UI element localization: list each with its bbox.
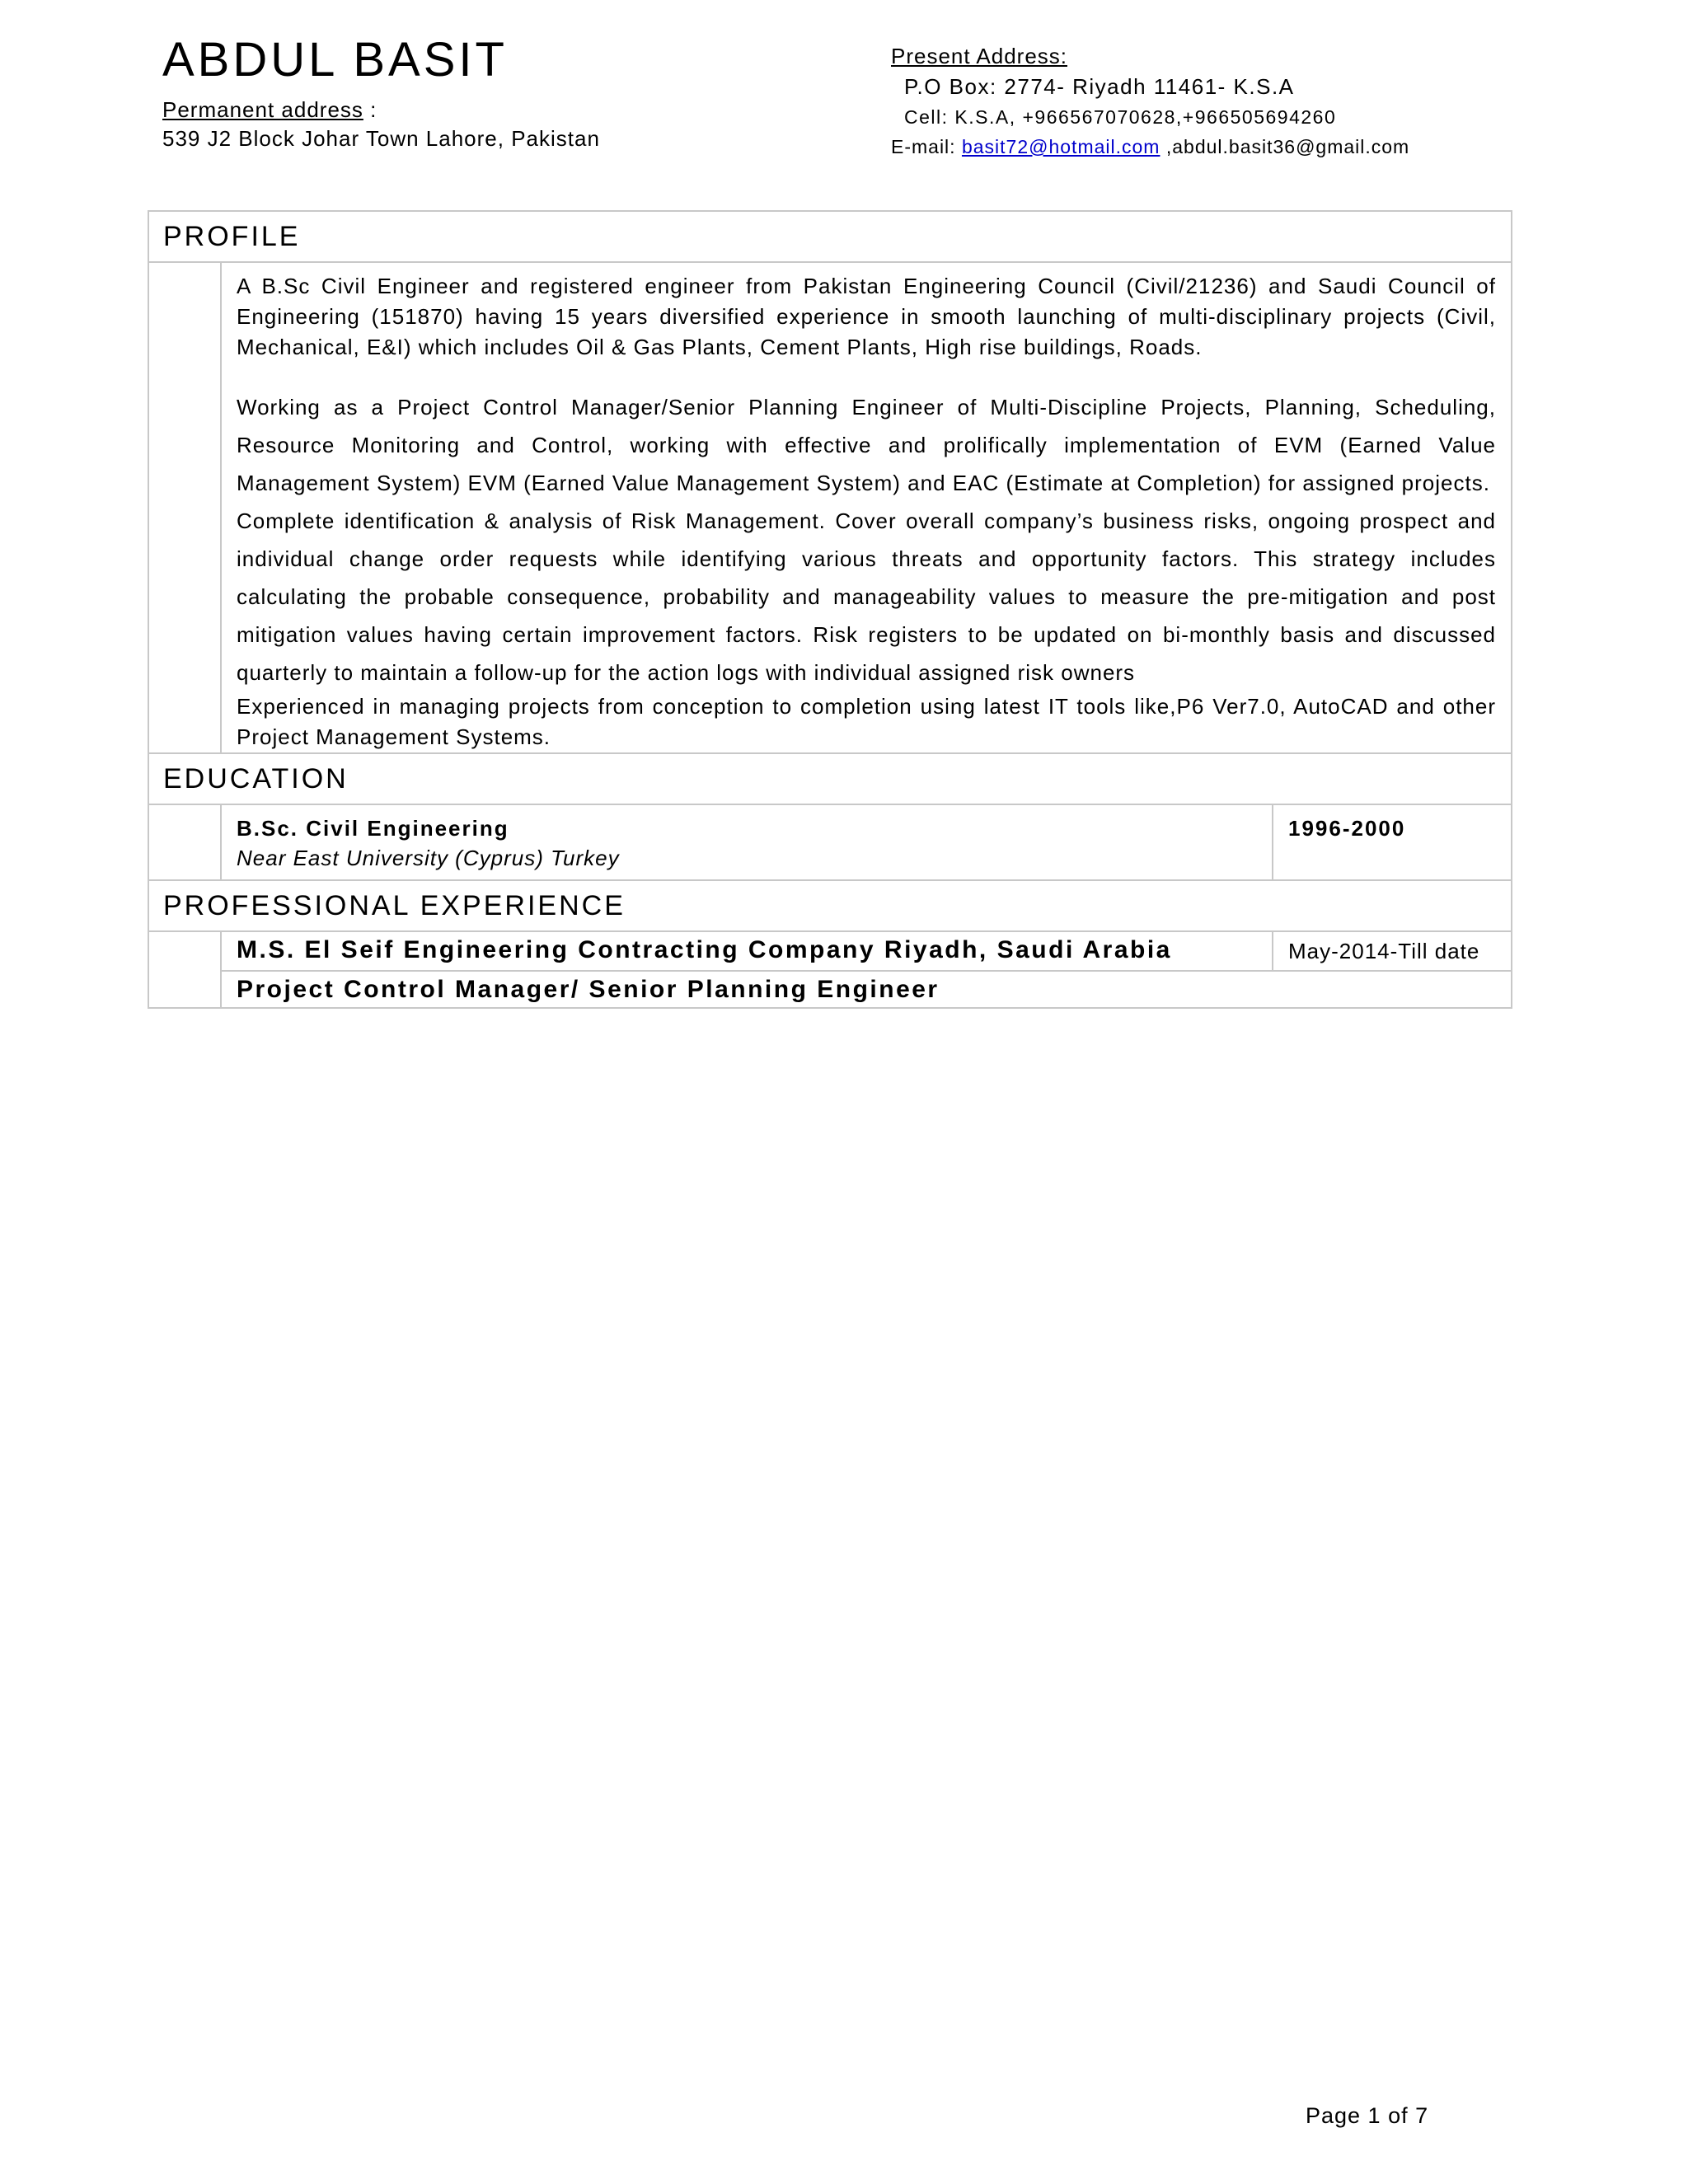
email-label: E-mail: xyxy=(891,136,962,157)
candidate-name: ABDUL BASIT xyxy=(162,33,508,87)
profile-paragraph: Complete identification & analysis of Risk Management. Cover overall company’s business risks, ongoing prospect and individual change order requests while identifying various threats and opportunity factors. This strategy includes calculating the probable consequence, probability and manageability values to measure the pre-mitigation and post mitigation values having certain improvement factors. Risk registers to be updated on bi-monthly basis and discussed quarterly to maintain a follow-up for the action logs with individual assigned risk owners xyxy=(237,509,1496,685)
employment-dates: May-2014-Till date xyxy=(1273,931,1512,971)
email-secondary: ,abdul.basit36@gmail.com xyxy=(1160,136,1410,157)
education-heading: EDUCATION xyxy=(148,753,1512,804)
education-entry xyxy=(221,804,1273,880)
profile-row xyxy=(148,262,1512,753)
experience-indent-cell xyxy=(148,931,221,1008)
profile-heading-row xyxy=(148,211,1512,262)
experience-heading-row xyxy=(148,880,1512,931)
permanent-address-label-line xyxy=(162,96,600,124)
paragraph-spacer xyxy=(237,363,1496,388)
profile-paragraph: Experienced in managing projects from conception to completion using latest IT tools like,P6 Ver7.0, AutoCAD and other Project Management Systems. xyxy=(237,694,1496,749)
page-number: Page 1 of 7 xyxy=(1306,2103,1429,2128)
email-link[interactable]: basit72@hotmail.com xyxy=(961,136,1160,157)
header-right xyxy=(891,41,1409,162)
permanent-address-label: Permanent address xyxy=(162,97,363,122)
experience-company-row xyxy=(148,931,1512,971)
profile-body xyxy=(221,262,1512,753)
cell-phone: Cell: K.S.A, +966567070628,+966505694260 xyxy=(904,106,1337,128)
permanent-address-colon: : xyxy=(363,97,377,122)
profile-indent-cell xyxy=(148,262,221,753)
experience-heading: PROFESSIONAL EXPERIENCE xyxy=(148,880,1512,931)
present-address-label: Present Address: xyxy=(891,44,1067,68)
education-indent-cell xyxy=(148,804,221,880)
header-left xyxy=(162,31,600,153)
company-name: M.S. El Seif Engineering Contracting Company Riyadh, Saudi Arabia xyxy=(221,931,1273,971)
email-line xyxy=(891,132,1409,162)
profile-paragraph: Working as a Project Control Manager/Senior Planning Engineer of Multi-Discipline Projects, Planning, Scheduling, Resource Monitoring and Control, working with effective and prolifically implementation of EVM (Earned Value Management System) EVM (Earned Value Management System) and EAC (Estimate at Completion) for assigned projects. xyxy=(237,395,1496,495)
education-heading-row xyxy=(148,753,1512,804)
job-title: Project Control Manager/ Senior Planning Engineer xyxy=(221,971,1512,1008)
university: Near East University (Cyprus) Turkey xyxy=(237,846,620,870)
degree: B.Sc. Civil Engineering xyxy=(237,816,509,841)
profile-paragraph: A B.Sc Civil Engineer and registered engineer from Pakistan Engineering Council (Civil/21236) and Saudi Council of Engineering (151870) having 15 years diversified experience in smooth launching of multi-disciplinary projects (Civil, Mechanical, E&I) which includes Oil & Gas Plants, Cement Plants, High rise buildings, Roads. xyxy=(237,274,1496,359)
education-row xyxy=(148,804,1512,880)
permanent-address: 539 J2 Block Johar Town Lahore, Pakistan xyxy=(162,126,600,151)
profile-heading: PROFILE xyxy=(148,211,1512,262)
experience-title-row xyxy=(148,971,1512,1008)
education-years: 1996-2000 xyxy=(1273,804,1512,880)
po-box: P.O Box: 2774- Riyadh 11461- K.S.A xyxy=(904,74,1295,99)
resume-table xyxy=(148,210,1512,1009)
